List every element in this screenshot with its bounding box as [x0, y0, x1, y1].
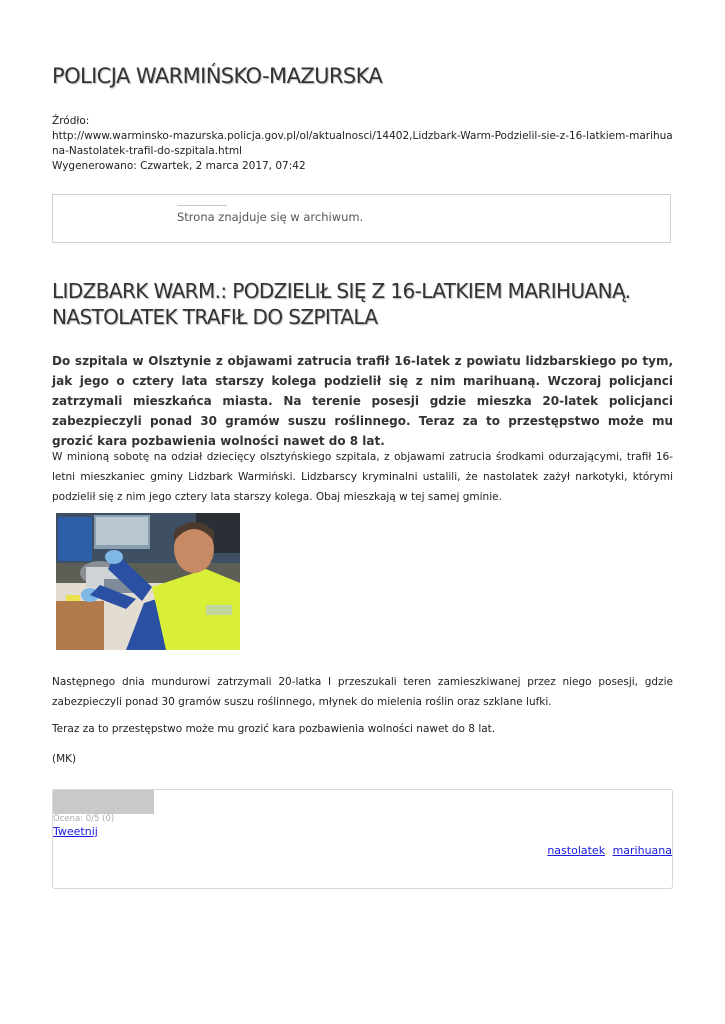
rating-stars[interactable]	[53, 790, 154, 814]
tag-link-marihuana[interactable]: marihuana	[612, 844, 672, 857]
archive-divider	[177, 205, 227, 206]
generated-timestamp: Wygenerowano: Czwartek, 2 marca 2017, 07:42	[52, 160, 306, 172]
site-title: POLICJA WARMIŃSKO-MAZURSKA	[52, 64, 383, 88]
article-photo	[56, 513, 240, 650]
tag-list	[543, 844, 672, 857]
article-paragraph-3: Teraz za to przestępstwo może mu grozić kara pozbawienia wolności nawet do 8 lat.	[52, 723, 496, 735]
archive-notice: Strona znajduje się w archiwum.	[177, 210, 364, 224]
tweet-link[interactable]: Tweetnij	[53, 825, 98, 838]
article-paragraph-1: W minioną sobotę na odział dziecięcy olsztyńskiego szpitala, z objawami zatrucia środkami odurzającymi, trafił 16-letni mieszkaniec gminy Lidzbark Warmiński. Lidzbarscy kryminalni ustalili, że nastolatek zażył narkotyki, którymi podzielił się z nim jego cztery lata starszy kolega. Obaj mieszkają w tej samej gminie.	[52, 451, 673, 503]
source-info	[52, 114, 676, 174]
article-footer	[52, 789, 673, 889]
archive-notice-box	[52, 194, 671, 243]
article-paragraph-2: Następnego dnia mundurowi zatrzymali 20-latka I przeszukali teren zamieszkiwanej przez niego posesji, gdzie zabezpieczyli ponad 30 gramów suszu roślinnego, młynek do mielenia roślin oraz szklane lufki.	[52, 676, 673, 708]
source-label: Źródło:	[52, 115, 90, 127]
tag-link-nastolatek[interactable]: nastolatek	[547, 844, 606, 857]
rating-text: Ocena: 0/5 (0)	[53, 814, 115, 824]
article-lead: Do szpitala w Olsztynie z objawami zatrucia trafił 16-latek z powiatu lidzbarskiego po tym, jak jego o cztery lata starszy kolega podzielił się z nim marihuaną. Wczoraj policjanci zatrzymali mieszkańca miasta. Na terenie posesji gdzie mieszka 20-latek policjanci zabezpieczyli ponad 30 gramów suszu roślinnego. Teraz za to przestępstwo może mu grozić kara pozbawienia wolności nawet do 8 lat.	[52, 354, 673, 448]
article-title: LIDZBARK WARM.: PODZIELIŁ SIĘ Z 16-LATKIEM MARIHUANĄ. NASTOLATEK TRAFIŁ DO SZPITALA	[52, 279, 631, 329]
source-url: http://www.warminsko-mazurska.policja.gov.pl/ol/aktualnosci/14402,Lidzbark-Warm-Podzielil-sie-z-16-latkiem-marihuana-Nastolatek-trafil-do-szpitala.html	[52, 130, 673, 157]
article-signature: (MK)	[52, 753, 77, 765]
